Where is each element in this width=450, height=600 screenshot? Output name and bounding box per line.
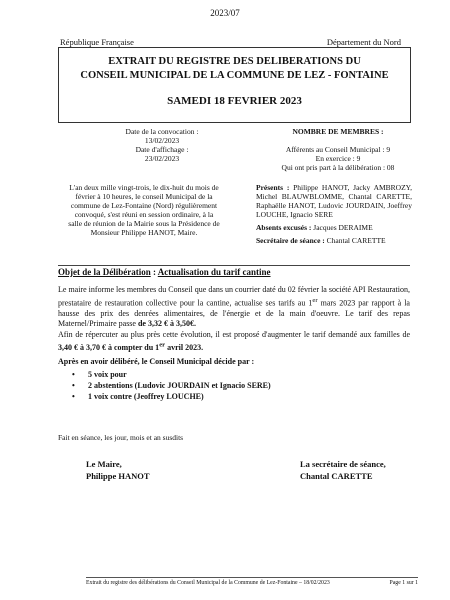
decision-intro: Après en avoir délibéré, le Conseil Municipal décide par : (58, 357, 255, 366)
objet-separator: : (150, 267, 158, 277)
present-names: Philippe HANOT, Jacky AMBROZY, Michel BLAUWBLOMME, Chantal CARETTE, Raphaëlle HANOT, Ludovic JOURDAIN, Joeffrey LOUCHE, Ignacio SERE (256, 183, 413, 219)
members-block (268, 127, 408, 172)
members-heading: NOMBRE DE MEMBRES : (292, 127, 384, 136)
convocation-date: 13/02/2023 (144, 136, 180, 145)
secretary-signature-name: Chantal CARETTE (300, 471, 373, 481)
title-line-1: EXTRAIT DU REGISTRE DES DELIBERATIONS DU (108, 56, 361, 67)
members-afferents: Afférents au Conseil Municipal : 9 (285, 145, 391, 154)
body-paragraph-1: Le maire informe les membres du Conseil que dans un courrier daté du 02 février la société API Restauration, prestataire de restauration collective pour la cantine, actualise ses tarifs au 1er mars 2023 par rapport à la hausse des prix des denrées alimentaires, de l'énergie et de la main d'oeuvre. Le tarif des repas Maternel/Primaire passe de 3,32 € à 3,50€. (58, 285, 410, 329)
absents-names: Jacques DERAIME (313, 223, 373, 232)
section-divider (58, 265, 410, 266)
present-list (256, 183, 412, 219)
vote-against: • 1 voix contre (Jeoffrey LOUCHE) (72, 391, 271, 402)
footer-text: Extrait du registre des délibérations du Conseil Municipal de la Commune de Lez-Fontaine – 18/02/2023 (86, 580, 330, 586)
document-reference: 2023/07 (210, 8, 240, 18)
mayor-name: Philippe HANOT (86, 471, 150, 481)
title-box (58, 47, 411, 123)
title-line-2: CONSEIL MUNICIPAL DE LA COMMUNE DE LEZ - FONTAINE (80, 70, 389, 81)
mayor-signature (86, 458, 150, 482)
convocation-label: Date de la convocation : (125, 127, 199, 136)
closing-statement: Fait en séance, les jour, mois et an susdits (58, 433, 184, 442)
preamble-text: L'an deux mille vingt-trois, le dix-huit du mois de février à 10 heures, le conseil Municipal de la commune de Lez-Fontaine (Nord) régulièrement convoqué, s'est réuni en session ordinaire, à la salle de réunion de la Mairie sous la Présidence de Monsieur Philippe HANOT, Maire. (68, 183, 220, 237)
vote-for: • 5 voix pour (72, 369, 271, 380)
page-number: Page 1 sur 1 (389, 580, 418, 586)
secretary-name: Chantal CARETTE (326, 236, 386, 245)
objet-value: Actualisation du tarif cantine (157, 267, 271, 277)
present-label: Présents : (256, 183, 290, 192)
mayor-role: Le Maire, (86, 459, 122, 469)
deliberation-body (58, 285, 410, 353)
secretary-line (256, 236, 412, 245)
header-departement: Département du Nord (326, 37, 401, 47)
old-new-price: de 3,32 € à 3,50€. (137, 319, 196, 329)
absents-line (256, 223, 412, 232)
objet-line (58, 267, 271, 277)
footer-rule (86, 577, 418, 578)
body-paragraph-2: Afin de répercuter au plus près cette évolution, il est proposé d'augmenter le tarif demandé aux familles de 3,40 € à 3,70 € à compter du 1er avril 2023. (58, 329, 410, 352)
secretary-role: La secrétaire de séance, (300, 459, 386, 469)
secretary-signature (300, 458, 386, 482)
vote-abstentions: • 2 abstentions (Ludovic JOURDAIN et Ignacio SERE) (72, 380, 271, 391)
family-price: 3,40 € à 3,70 € à compter du 1er avril 2023. (58, 341, 204, 352)
affichage-date: 23/02/2023 (144, 154, 180, 163)
convocation-block (112, 127, 212, 163)
attendance-block (256, 183, 412, 245)
header-republique: République Française (60, 37, 134, 47)
secretary-label: Secrétaire de séance : (256, 236, 325, 245)
affichage-label: Date d'affichage : (135, 145, 189, 154)
vote-list (72, 369, 271, 402)
members-exercice: En exercice : 9 (315, 154, 361, 163)
absents-label: Absents excusés : (256, 223, 312, 232)
page-footer (86, 580, 418, 586)
objet-label: Objet de la Délibération (58, 267, 151, 277)
members-participe: Qui ont pris part à la délibération : 08 (281, 163, 395, 172)
session-date: SAMEDI 18 FEVRIER 2023 (167, 95, 302, 107)
